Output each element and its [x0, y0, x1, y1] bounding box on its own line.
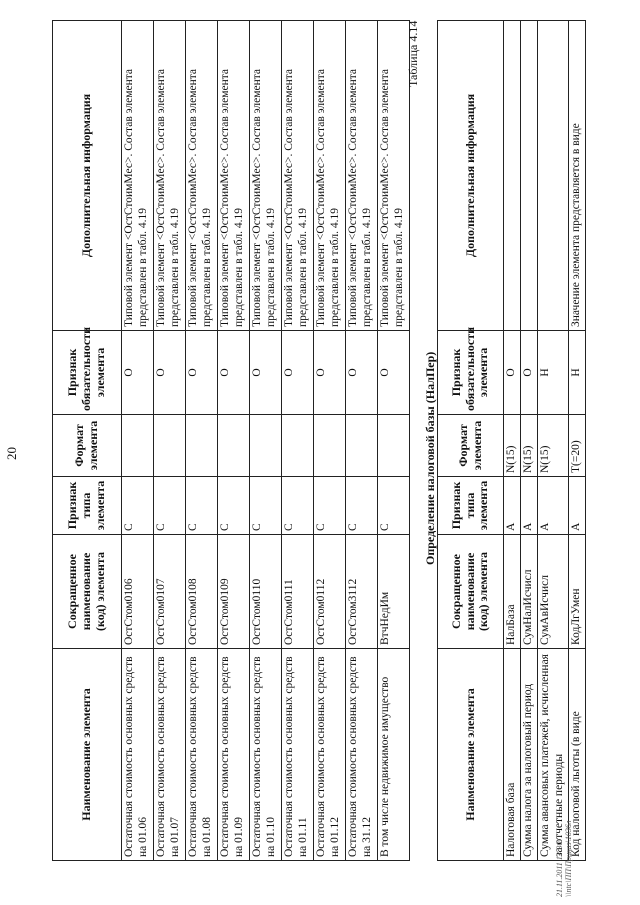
cell-code: ВтчНедИм [378, 535, 410, 649]
cell-name: Остаточная стоимость основных средств на 01.07 [154, 649, 186, 861]
cell-required: О [218, 331, 250, 415]
cell-required: О [378, 331, 410, 415]
cell-info: Типовой элемент <ОстСтоимМес>. Состав элемента представлен в табл. 4.19 [282, 21, 314, 331]
cell-info: Типовой элемент <ОстСтоимМес>. Состав элемента представлен в табл. 4.19 [250, 21, 282, 331]
cell-name: Остаточная стоимость основных средств на 01.09 [218, 649, 250, 861]
cell-info: Типовой элемент <ОстСтоимМес>. Состав элемента представлен в табл. 4.19 [122, 21, 154, 331]
cell-type: С [282, 477, 314, 535]
col-header-info: Дополнительная информация [53, 21, 122, 331]
cell-format [378, 415, 410, 477]
cell-code: ОстСтом0106 [122, 535, 154, 649]
cell-required: О [346, 331, 378, 415]
cell-type: С [218, 477, 250, 535]
cell-info: Типовой элемент <ОстСтоимМес>. Состав элемента представлен в табл. 4.19 [154, 21, 186, 331]
table-label: Таблица 4.14 [406, 20, 420, 87]
cell-format: N(15) [538, 415, 569, 477]
file-stamp: 21.11.2011 12:30 \\ntc\ПП\Приказ\1036л [555, 820, 573, 897]
col-header-name: Наименование элемента [438, 649, 504, 861]
cell-required: О [521, 331, 538, 415]
cell-name: Остаточная стоимость основных средств на 01.10 [250, 649, 282, 861]
cell-name: Остаточная стоимость основных средств на 01.08 [186, 649, 218, 861]
table-row [314, 21, 346, 861]
cell-code: ОстСтом0111 [282, 535, 314, 649]
cell-name: Остаточная стоимость основных средств на 01.11 [282, 649, 314, 861]
page-number: 20 [4, 447, 19, 460]
cell-info: Типовой элемент <ОстСтоимМес>. Состав элемента представлен в табл. 4.19 [218, 21, 250, 331]
cell-type: С [346, 477, 378, 535]
tax-base-table [437, 20, 586, 861]
table-row [122, 21, 154, 861]
cell-code: ОстСтом0109 [218, 535, 250, 649]
cell-format: N(15) [504, 415, 521, 477]
col-header-format: Формат элемента [53, 415, 122, 477]
cell-info [538, 21, 569, 331]
cell-format [218, 415, 250, 477]
cell-type: А [521, 477, 538, 535]
cell-format [250, 415, 282, 477]
col-header-info: Дополнительная информация [438, 21, 504, 331]
cell-code: КодЛгУмен [568, 535, 585, 649]
cell-type: С [314, 477, 346, 535]
cell-name: Остаточная стоимость основных средств на 31.12 [346, 649, 378, 861]
cell-format [282, 415, 314, 477]
cell-code: НалБаза [504, 535, 521, 649]
cell-name: В том числе недвижимое имущество [378, 649, 410, 861]
cell-format [346, 415, 378, 477]
cell-code: СумАвИсчисл [538, 535, 569, 649]
cell-type: А [504, 477, 521, 535]
cell-format: N(15) [521, 415, 538, 477]
cell-required: О [314, 331, 346, 415]
col-header-type: Признак типа элемента [53, 477, 122, 535]
cell-info: Типовой элемент <ОстСтоимМес>. Состав элемента представлен в табл. 4.19 [314, 21, 346, 331]
table-row [521, 21, 538, 861]
col-header-required: Признак обязательности элемента [53, 331, 122, 415]
cell-required: Н [568, 331, 585, 415]
col-header-code: Сокращенное наименование (код) элемента [53, 535, 122, 649]
cell-name: Сумма налога за налоговый период [521, 649, 538, 861]
table-row [186, 21, 218, 861]
table-row [282, 21, 314, 861]
table-row [378, 21, 410, 861]
col-header-name: Наименование элемента [53, 649, 122, 861]
cell-required: О [122, 331, 154, 415]
cell-name: Налоговая база [504, 649, 521, 861]
cell-format [186, 415, 218, 477]
cell-name: Сумма авансовых платежей, исчисленная за отчетные периоды [538, 649, 569, 861]
table-header-row [53, 21, 122, 861]
cell-required: О [504, 331, 521, 415]
cell-info [504, 21, 521, 331]
cell-type: С [122, 477, 154, 535]
cell-required: О [250, 331, 282, 415]
col-header-code: Сокращенное наименование (код) элемента [438, 535, 504, 649]
cell-info [521, 21, 538, 331]
cell-code: ОстСтом3112 [346, 535, 378, 649]
cell-code: ОстСтом0107 [154, 535, 186, 649]
cell-required: О [282, 331, 314, 415]
cell-code: СумНалИсчисл [521, 535, 538, 649]
table-header-row [438, 21, 504, 861]
table-row [346, 21, 378, 861]
cell-type: А [538, 477, 569, 535]
cell-type: А [568, 477, 585, 535]
cell-name: Остаточная стоимость основных средств на 01.06 [122, 649, 154, 861]
elements-table [52, 20, 410, 861]
cell-type: С [154, 477, 186, 535]
cell-format [122, 415, 154, 477]
cell-required: Н [538, 331, 569, 415]
cell-format [314, 415, 346, 477]
col-header-format: Формат элемента [438, 415, 504, 477]
table-row [538, 21, 569, 861]
table-row [504, 21, 521, 861]
cell-code: ОстСтом0108 [186, 535, 218, 649]
col-header-type: Признак типа элемента [438, 477, 504, 535]
cell-type: С [186, 477, 218, 535]
cell-required: О [186, 331, 218, 415]
cell-info: Значение элемента представляется в виде [568, 21, 585, 331]
cell-name: Код налоговой льготы (в виде [568, 649, 585, 861]
cell-type: С [378, 477, 410, 535]
cell-required: О [154, 331, 186, 415]
table-row [218, 21, 250, 861]
cell-info: Типовой элемент <ОстСтоимМес>. Состав элемента представлен в табл. 4.19 [186, 21, 218, 331]
cell-code: ОстСтом0110 [250, 535, 282, 649]
cell-info: Типовой элемент <ОстСтоимМес>. Состав элемента представлен в табл. 4.19 [346, 21, 378, 331]
col-header-required: Признак обязательности элемента [438, 331, 504, 415]
cell-type: С [250, 477, 282, 535]
table-row [250, 21, 282, 861]
table-row [154, 21, 186, 861]
section-title: Определение налоговой базы (НалПер) [423, 351, 437, 565]
cell-format [154, 415, 186, 477]
cell-code: ОстСтом0112 [314, 535, 346, 649]
cell-info: Типовой элемент <ОстСтоимМес>. Состав элемента представлен в табл. 4.19 [378, 21, 410, 331]
cell-name: Остаточная стоимость основных средств на 01.12 [314, 649, 346, 861]
cell-format: Т(=20) [568, 415, 585, 477]
table-row [568, 21, 585, 861]
